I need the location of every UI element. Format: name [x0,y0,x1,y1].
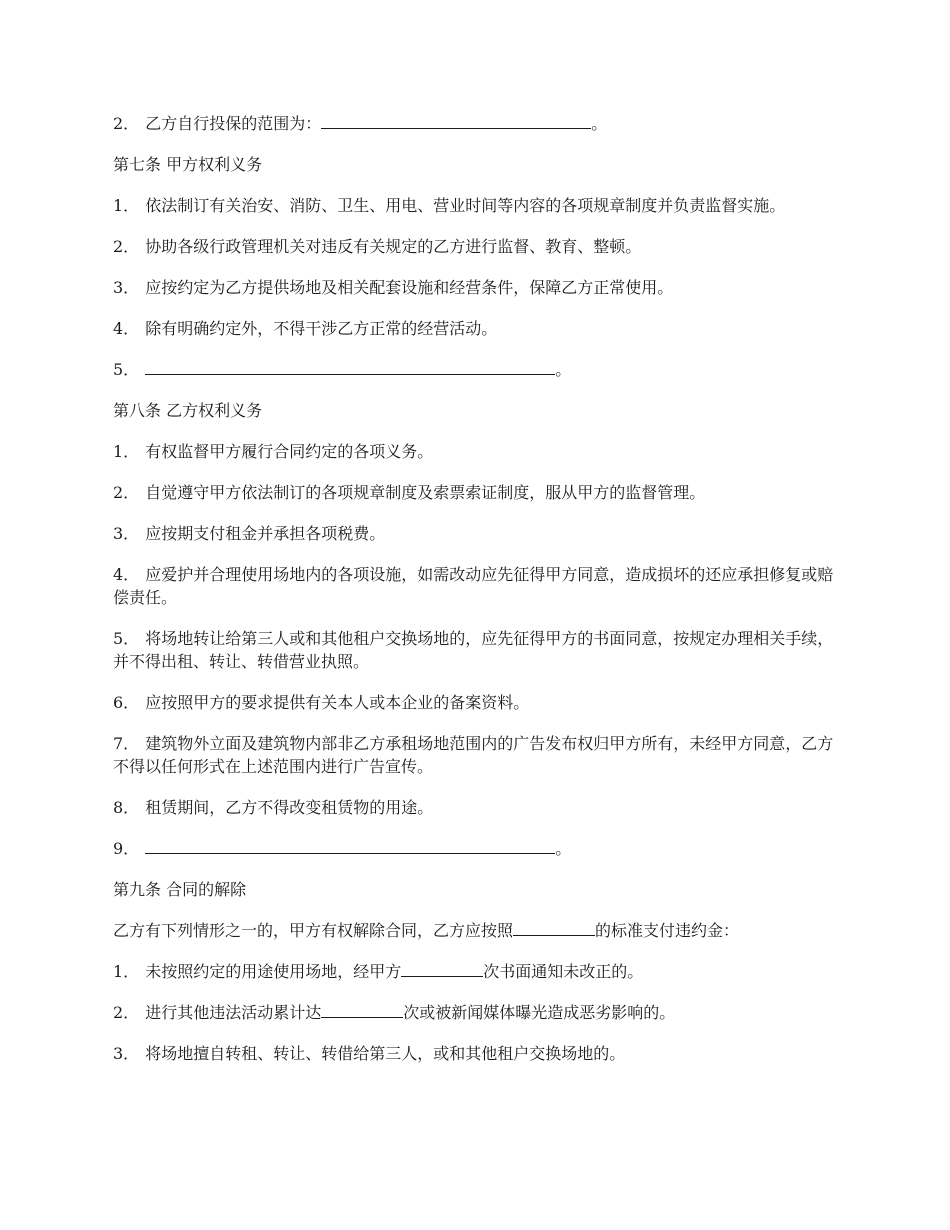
section-heading [113,399,838,422]
clause-text: 应按约定为乙方提供场地及相关配套设施和经营条件，保障乙方正常使用。 [145,278,674,297]
clause-text: 租赁期间，乙方不得改变租赁物的用途。 [145,798,434,817]
fill-in-blank[interactable] [145,837,555,854]
clause-text-suffix: 次书面通知未改正的。 [483,962,644,981]
clause-text: 将场地擅自转租、转让、转借给第三人，或和其他租户交换场地的。 [145,1044,626,1063]
clause-number: 4． [113,565,140,584]
clause-text-suffix: 。 [555,839,572,858]
clause-number: 2． [113,483,140,502]
clause-paragraph [113,837,838,860]
clause-number: 3． [113,524,140,543]
clause-text: 乙方自行投保的范围为： [145,114,322,133]
fill-in-blank[interactable] [321,1001,403,1018]
clause-number: 1． [113,196,140,215]
clause-number: 6． [113,693,140,712]
clause-paragraph [113,627,838,673]
clause-paragraph [113,235,838,258]
clause-text-suffix: 。 [591,114,608,133]
clause-text-suffix: 次或被新闻媒体曝光造成恶劣影响的。 [403,1003,676,1022]
clause-text: 协助各级行政管理机关对违反有关规定的乙方进行监督、教育、整顿。 [145,237,642,256]
clause-number: 4． [113,319,140,338]
clause-text: 除有明确约定外，不得干涉乙方正常的经营活动。 [145,319,498,338]
clause-number: 9． [113,839,140,858]
clause-paragraph [113,440,838,463]
fill-in-blank[interactable] [513,919,595,936]
clause-paragraph [113,194,838,217]
clause-paragraph [113,112,838,135]
clause-number: 8． [113,798,140,817]
clause-paragraph [113,919,838,942]
clause-paragraph [113,691,838,714]
clause-number: 2． [113,237,140,256]
clause-text-suffix: 。 [555,360,572,379]
clause-text-suffix: 的标准支付违约金： [595,921,740,940]
clause-text: 依法制订有关治安、消防、卫生、用电、营业时间等内容的各项规章制度并负责监督实施。 [145,196,786,215]
clause-paragraph [113,522,838,545]
clause-number: 1． [113,442,140,461]
clause-paragraph [113,732,838,778]
clause-paragraph [113,276,838,299]
clause-paragraph [113,317,838,340]
clause-number: 2． [113,1003,140,1022]
clause-number: 2． [113,114,140,133]
clause-text: 乙方有下列情形之一的，甲方有权解除合同，乙方应按照 [113,921,514,940]
clause-paragraph [113,796,838,819]
clause-number: 5． [113,360,140,379]
section-heading [113,153,838,176]
clause-number: 5． [113,629,140,648]
clause-paragraph [113,481,838,504]
clause-number: 1． [113,962,140,981]
heading-text: 第八条 乙方权利义务 [113,401,263,420]
clause-paragraph [113,960,838,983]
clause-number: 3． [113,278,140,297]
clause-paragraph [113,358,838,381]
clause-paragraph [113,1001,838,1024]
clause-text: 将场地转让给第三人或和其他租户交换场地的，应先征得甲方的书面同意，按规定办理相关手续，并不得出租、转让、转借营业执照。 [113,629,834,671]
fill-in-blank[interactable] [401,960,483,977]
section-heading [113,878,838,901]
clause-paragraph [113,563,838,609]
clause-text: 建筑物外立面及建筑物内部非乙方承租场地范围内的广告发布权归甲方所有，未经甲方同意，乙方不得以任何形式在上述范围内进行广告宣传。 [113,734,834,776]
clause-text: 应按照甲方的要求提供有关本人或本企业的备案资料。 [145,693,530,712]
clause-text: 有权监督甲方履行合同约定的各项义务。 [145,442,434,461]
fill-in-blank[interactable] [145,358,555,375]
clause-paragraph [113,1042,838,1065]
document-page [113,112,838,1083]
clause-text: 应按期支付租金并承担各项税费。 [145,524,386,543]
clause-number: 7． [113,734,140,753]
clause-number: 3． [113,1044,140,1063]
clause-text: 进行其他违法活动累计达 [145,1003,322,1022]
clause-text: 未按照约定的用途使用场地，经甲方 [145,962,402,981]
clause-text: 自觉遵守甲方依法制订的各项规章制度及索票索证制度，服从甲方的监督管理。 [145,483,706,502]
clause-text: 应爱护并合理使用场地内的各项设施，如需改动应先征得甲方同意，造成损坏的还应承担修复或赔偿责任。 [113,565,834,607]
fill-in-blank[interactable] [321,112,591,129]
heading-text: 第七条 甲方权利义务 [113,155,263,174]
heading-text: 第九条 合同的解除 [113,880,247,899]
